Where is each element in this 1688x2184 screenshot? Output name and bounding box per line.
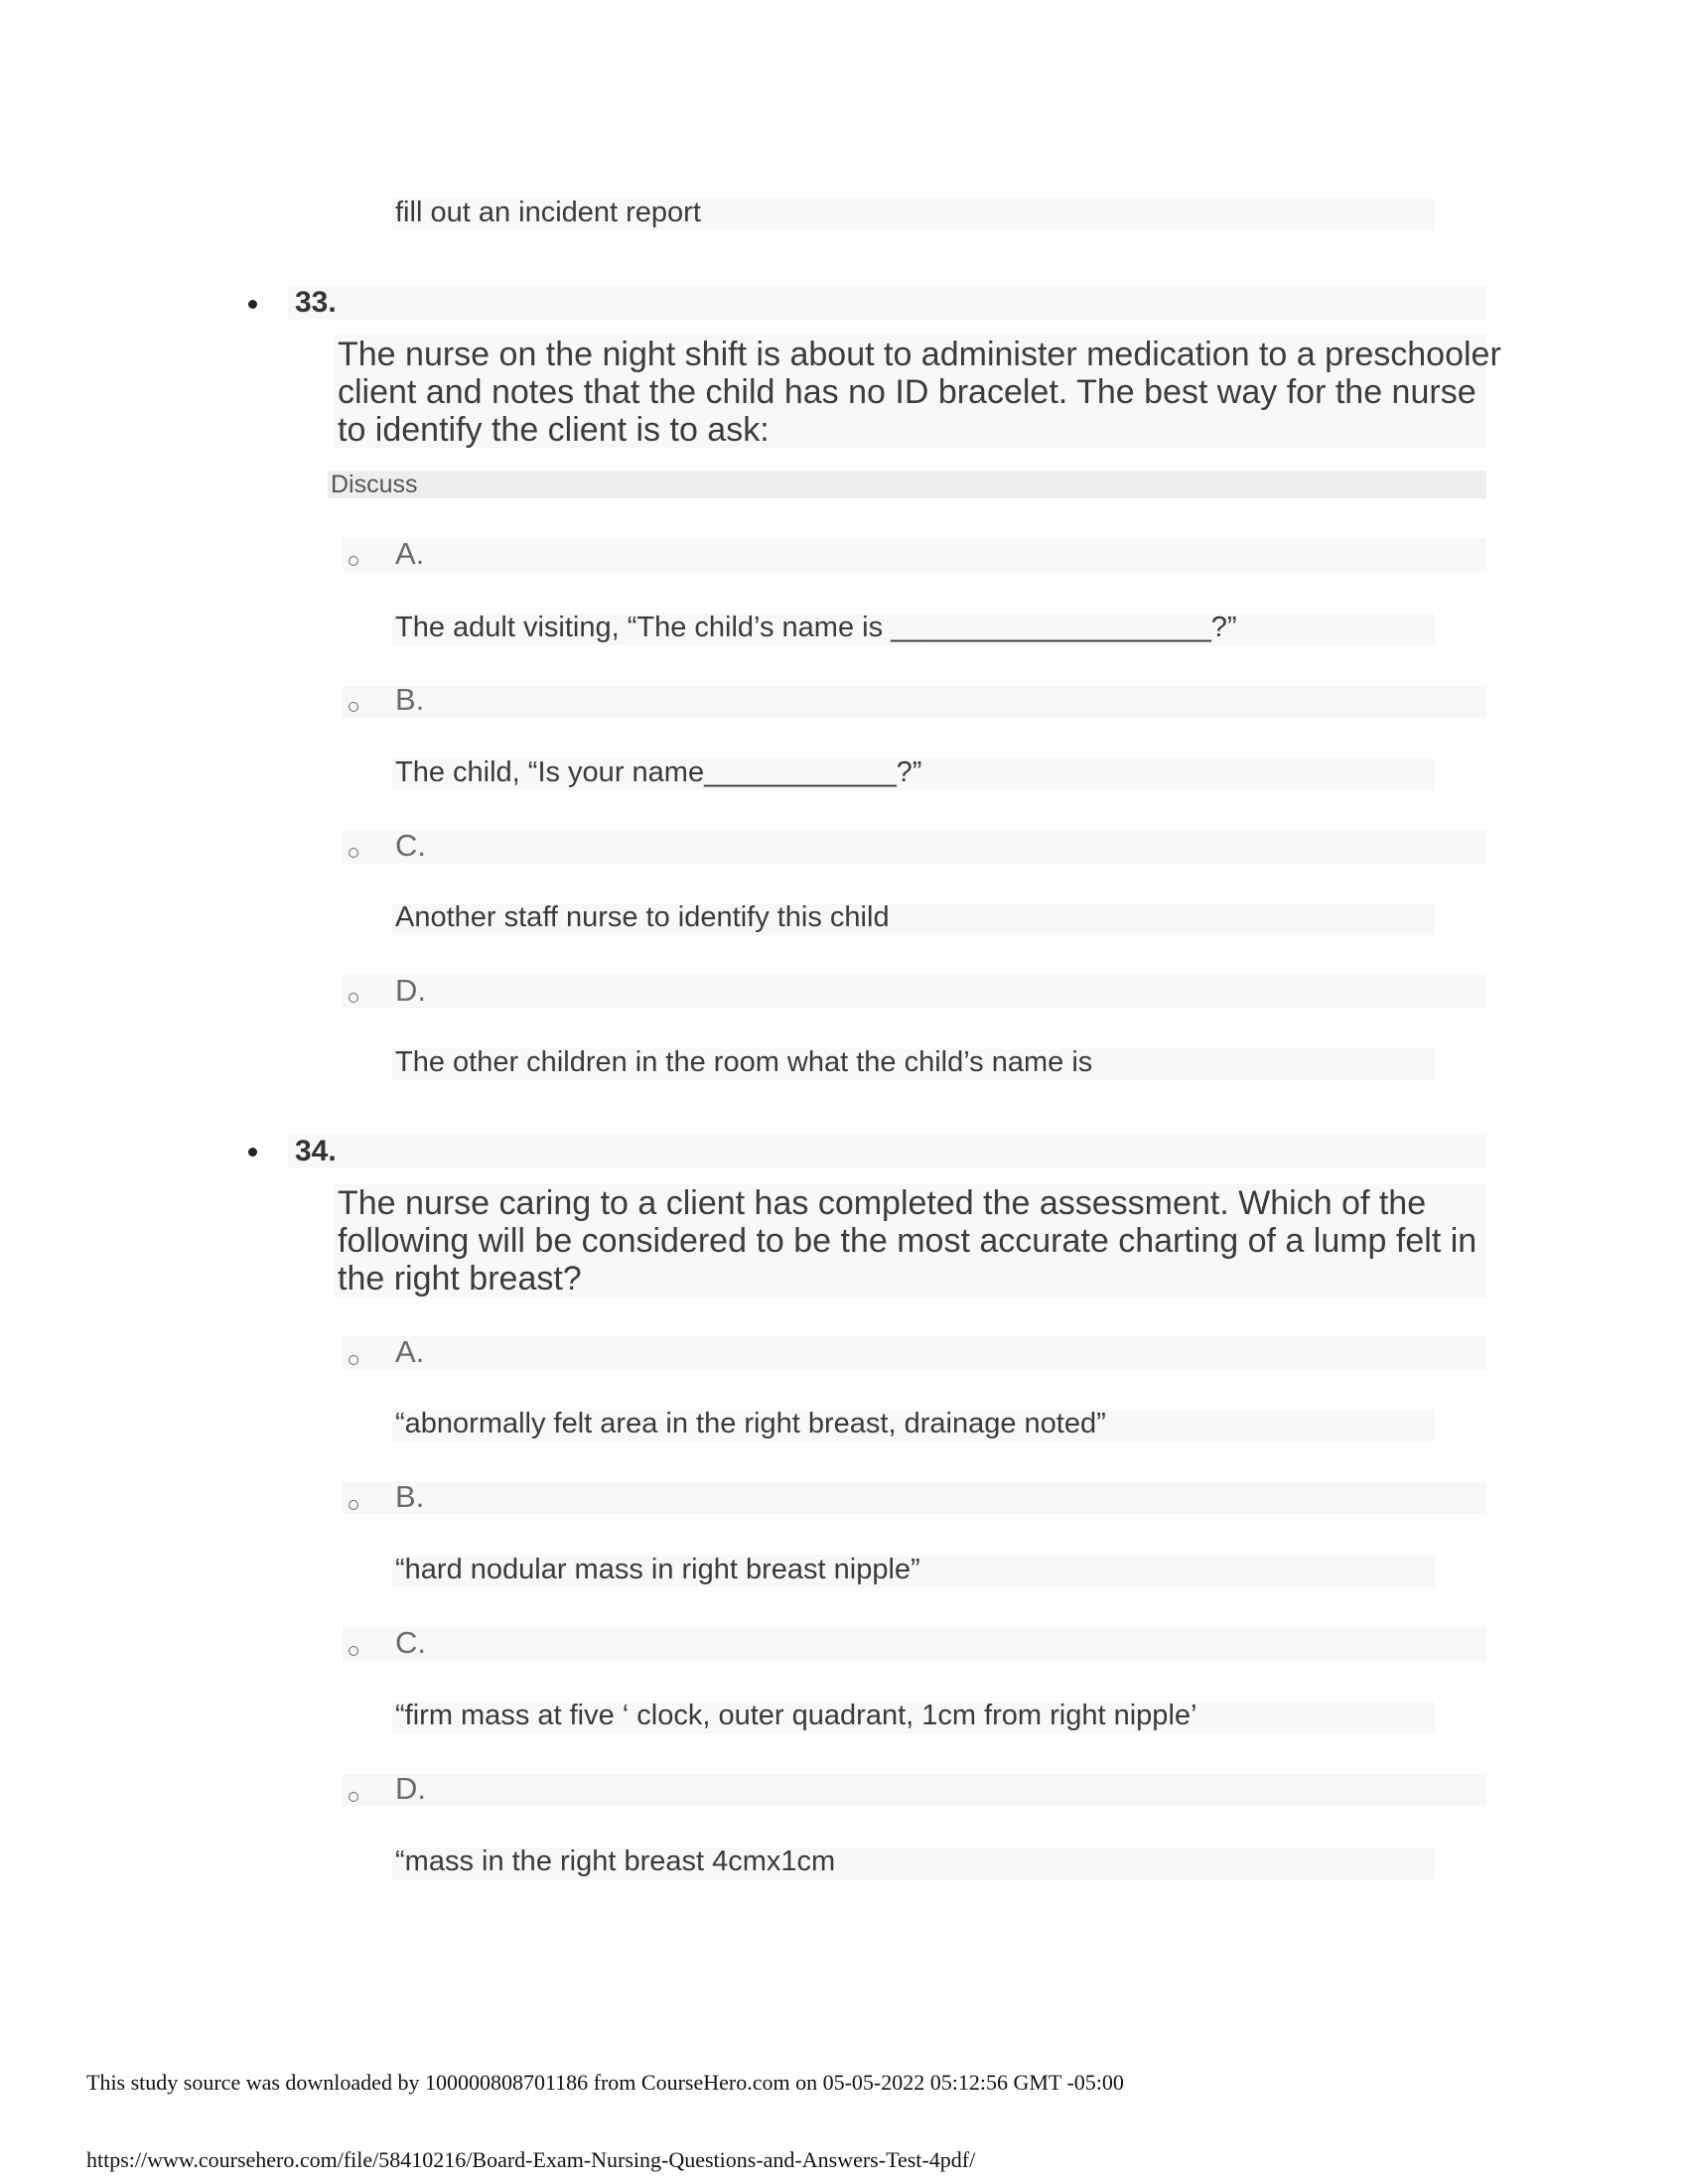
discuss-link[interactable]: Discuss (331, 471, 418, 498)
option-text[interactable]: “mass in the right breast 4cmx1cm (395, 1845, 836, 1877)
option-text[interactable]: “abnormally felt area in the right breast, drainage noted” (395, 1408, 1106, 1439)
option-circle-icon (349, 1500, 358, 1510)
option-text[interactable]: “firm mass at five ‘ clock, outer quadrant, 1cm from right nipple’ (395, 1700, 1197, 1731)
question-bullet (248, 1148, 257, 1157)
option-text[interactable]: The other children in the room what the child’s name is (395, 1046, 1093, 1078)
question-number: 33. (295, 286, 337, 319)
option-letter: B. (395, 682, 425, 717)
option-circle-icon (349, 1355, 358, 1365)
option-text[interactable]: The adult visiting, “The child’s name is ____________________?” (395, 612, 1237, 643)
question-bullet (248, 300, 257, 309)
option-circle-icon (349, 993, 358, 1003)
question-stem-line: The nurse on the night shift is about to administer medication to a preschooler (338, 336, 1501, 373)
question-stem-line: The nurse caring to a client has completed the assessment. Which of the (338, 1184, 1427, 1222)
download-notice: This study source was downloaded by 100000808701186 from CourseHero.com on 05-05-2022 05:12:56 GMT -05:00 (86, 2070, 1124, 2095)
question-stem-line: the right breast? (338, 1260, 582, 1297)
option-circle-icon (349, 702, 358, 712)
source-url[interactable]: https://www.coursehero.com/file/58410216/Board-Exam-Nursing-Questions-and-Answers-Test-4pdf/ (86, 2147, 976, 2172)
option-circle-icon (349, 1646, 358, 1656)
option-letter: C. (395, 828, 426, 863)
option-text[interactable]: Another staff nurse to identify this child (395, 901, 890, 933)
option-letter: C. (395, 1625, 426, 1660)
option-circle-icon (349, 556, 358, 566)
option-letter: D. (395, 1771, 426, 1806)
question-number: 34. (295, 1135, 337, 1167)
option-letter: A. (395, 536, 425, 571)
option-letter: D. (395, 973, 426, 1008)
option-text[interactable]: The child, “Is your name____________?” (395, 756, 922, 788)
option-text[interactable]: “hard nodular mass in right breast nipple” (395, 1554, 920, 1585)
option-letter: A. (395, 1334, 425, 1369)
option-circle-icon (349, 1792, 358, 1802)
question-stem-line: client and notes that the child has no ID bracelet. The best way for the nurse (338, 373, 1477, 411)
question-stem-line: to identify the client is to ask: (338, 411, 770, 449)
option-circle-icon (349, 848, 358, 858)
top-answer-text: fill out an incident report (395, 197, 701, 228)
question-stem-line: following will be considered to be the most accurate charting of a lump felt in (338, 1222, 1477, 1260)
option-letter: B. (395, 1479, 425, 1514)
